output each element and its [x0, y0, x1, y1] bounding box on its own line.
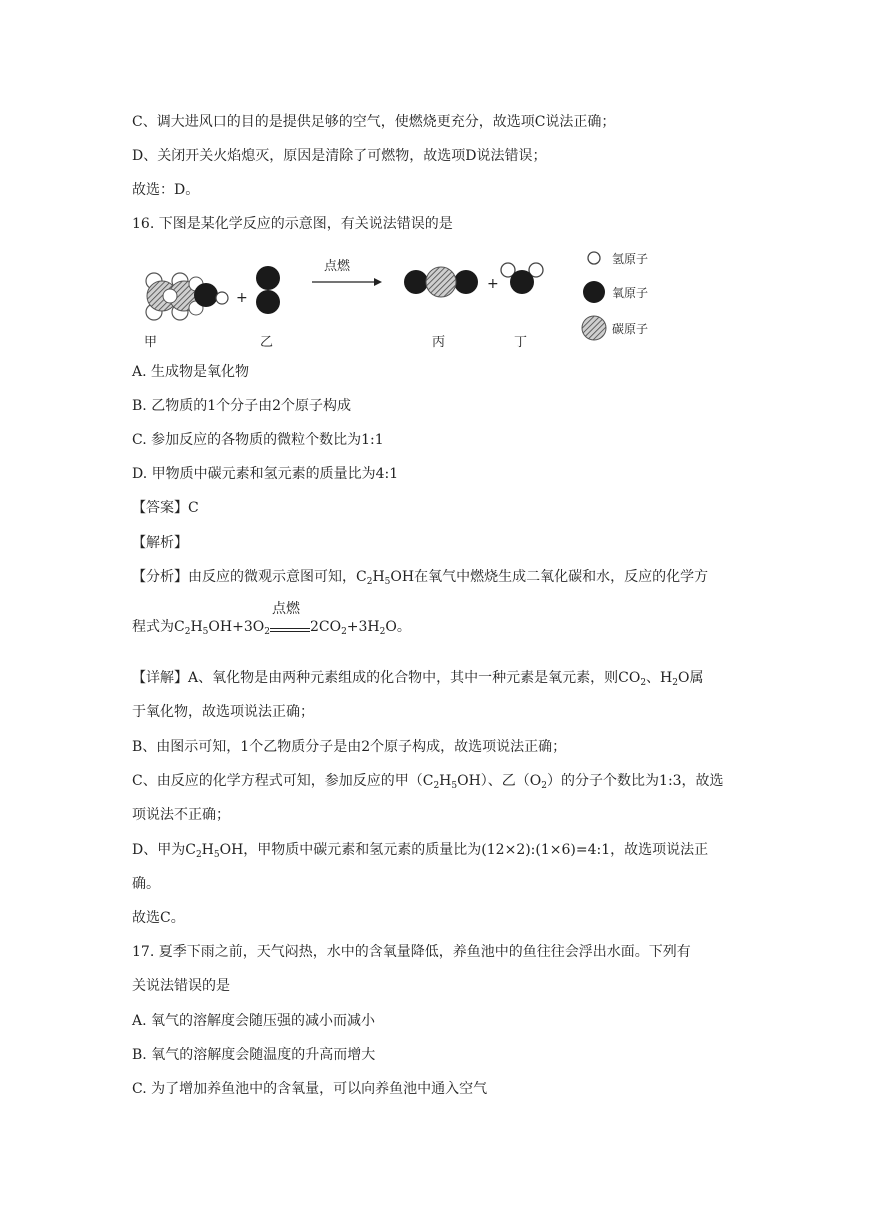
q17-option-c: C. 为了增加养鱼池中的含氧量，可以向养鱼池中通入空气	[132, 1081, 488, 1097]
oxygen-atom	[256, 290, 280, 314]
legend-oxygen-label: 氧原子	[612, 286, 649, 300]
plus-sign: +	[487, 276, 499, 292]
plus-sign: +	[236, 290, 248, 306]
chemical-equation: 程式为$C_2H_5OH+3O_2$ 点燃 $2CO_2+3H_2O$。	[132, 601, 411, 637]
option-a: A. 生成物是氧化物	[132, 364, 250, 380]
option-c-explanation: C、调大进风口的目的是提供足够的空气，使燃烧更充分，故选项C说法正确；	[132, 114, 616, 130]
molecule-bing	[404, 267, 478, 297]
analysis-intro: 【分析】由反应的微观示意图可知，$C_2H_5OH$在氧气中燃烧生成二氧化碳和水，反应的化学方	[132, 569, 709, 587]
reaction-condition: 点燃	[324, 259, 351, 274]
legend-carbon-label: 碳原子	[612, 322, 649, 336]
legend-hydrogen-label: 氢原子	[612, 252, 649, 266]
diagram-legend	[582, 252, 648, 340]
hydrogen-atom	[216, 292, 228, 304]
option-b: B. 乙物质的1个分子由2个原子构成	[132, 398, 352, 414]
oxygen-atom	[404, 270, 428, 294]
oxygen-atom	[194, 283, 218, 307]
oxygen-atom	[510, 270, 534, 294]
reaction-diagram	[132, 246, 672, 356]
hydrogen-atom	[163, 289, 177, 303]
answer: 【答案】C	[132, 500, 199, 516]
oxygen-atom	[454, 270, 478, 294]
reaction-arrow-head	[374, 278, 382, 286]
equation-condition: 点燃	[270, 617, 310, 637]
question-17-stem-cont: 关说法错误的是	[132, 978, 230, 994]
detail-c: C、由反应的化学方程式可知，参加反应的甲$(C_2H_5OH)$、乙$(O_2)$的分子个数比为1:3，故选	[132, 773, 724, 791]
option-d: D. 甲物质中碳元素和氢元素的质量比为4:1	[132, 466, 399, 482]
q17-option-a: A. 氧气的溶解度会随压强的减小而减小	[132, 1013, 376, 1029]
label-ding: 丁	[514, 335, 528, 350]
legend-oxygen-icon	[583, 281, 605, 303]
detail-a-cont: 于氧化物，故选项说法正确；	[132, 704, 314, 720]
label-jia: 甲	[144, 335, 158, 350]
oxygen-atom	[256, 266, 280, 290]
option-d-explanation: D、关闭开关火焰熄灭，原因是清除了可燃物，故选项D说法错误；	[132, 148, 547, 164]
analysis-heading: 【解析】	[132, 535, 188, 551]
detail-d-cont: 确。	[132, 876, 160, 892]
molecule-yi	[256, 266, 280, 314]
label-yi: 乙	[260, 335, 274, 350]
detail-d: D、甲为$C_2H_5OH$，甲物质中碳元素和氢元素的质量比为(12×2):(1×6)=4:1，故选项说法正	[132, 842, 709, 860]
legend-hydrogen-icon	[588, 252, 600, 264]
carbon-atom	[426, 267, 456, 297]
option-c: C. 参加反应的各物质的微粒个数比为1:1	[132, 432, 384, 448]
detail-b: B、由图示可知，1个乙物质分子是由2个原子构成，故选项说法正确；	[132, 739, 567, 755]
previous-answer: 故选：D。	[132, 182, 200, 198]
legend-carbon-icon	[582, 316, 606, 340]
conclusion: 故选C。	[132, 910, 185, 926]
question-16-stem: 16. 下图是某化学反应的示意图，有关说法错误的是	[132, 216, 453, 232]
q17-option-b: B. 氧气的溶解度会随温度的升高而增大	[132, 1047, 376, 1063]
molecule-jia	[146, 273, 228, 320]
question-17-stem: 17. 夏季下雨之前，天气闷热，水中的含氧量降低，养鱼池中的鱼往往会浮出水面。下列有	[132, 944, 691, 960]
label-bing: 丙	[432, 335, 446, 350]
molecule-ding	[501, 263, 543, 294]
detail-a: 【详解】A、氧化物是由两种元素组成的化合物中，其中一种元素是氧元素，则$CO_2$、$H_2O$属	[132, 670, 704, 688]
detail-c-cont: 项说法不正确；	[132, 807, 230, 823]
